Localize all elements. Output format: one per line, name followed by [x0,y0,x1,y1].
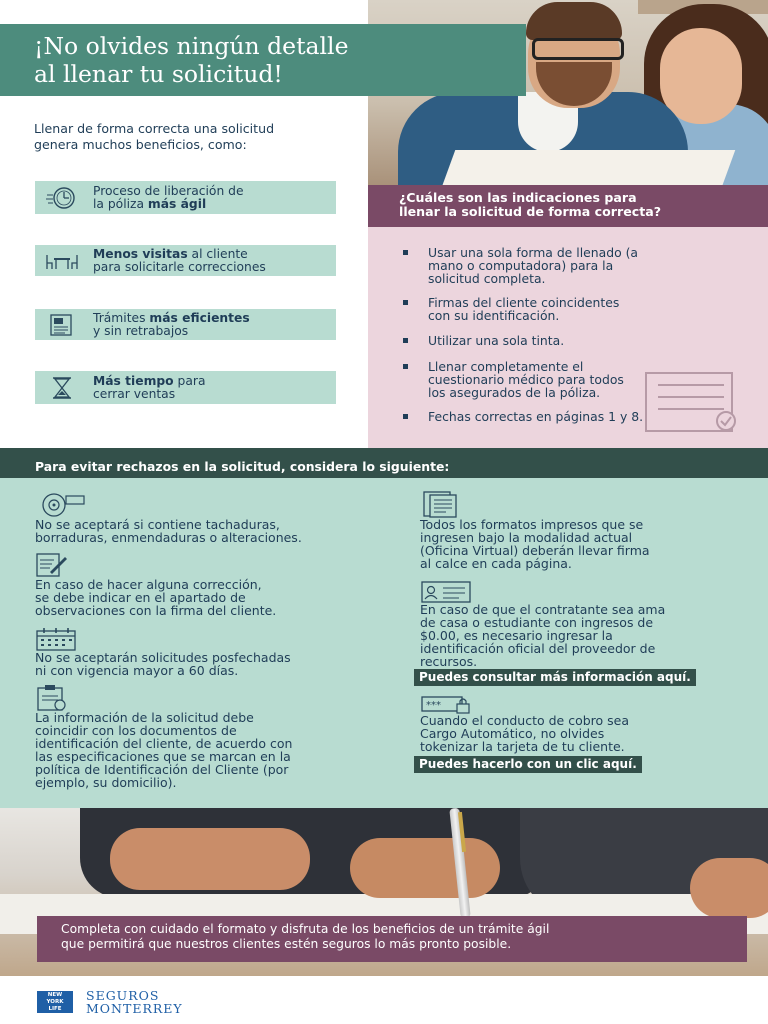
benefit-text [93,375,205,401]
intro-line-2: genera muchos beneficios, como: [34,137,247,152]
item-line: Todos los formatos impresos que se [420,517,644,532]
item-line: se debe indicar en el apartado de [35,589,246,605]
item-line: borraduras, enmendaduras o alteraciones. [35,529,302,545]
rule-line: Fechas correctas en páginas 1 y 8. [428,409,644,424]
rule-item [396,334,726,347]
pencil-note-icon [36,552,68,578]
stopwatch-icon [45,186,79,210]
item-line: de casa o estudiante con ingresos de [420,614,654,630]
id-card-icon [421,579,471,603]
rejection-item [35,519,302,545]
item-line: En caso de que el contratante sea ama [420,602,666,617]
benefit-text [93,312,250,338]
svg-text:***: *** [426,700,441,711]
eraser-icon [36,492,86,518]
benefit-text [93,248,266,274]
item-line: ingresen bajo la modalidad actual [420,529,633,545]
benefit-text-part: para [173,373,206,388]
intro-line-1: Llenar de forma correcta una solicitud [34,121,275,136]
rule-item [396,246,726,285]
rejections-panel [0,478,768,808]
hand-left [110,828,310,890]
item-line: al calce en cada página. [420,555,572,571]
item-line: observaciones con la firma del cliente. [35,602,277,618]
brand-line-1: SEGUROS [86,988,160,1003]
tokenize-link[interactable]: Puedes hacerlo con un clic aquí. [414,756,642,773]
rule-line: los asegurados de la póliza. [428,385,601,400]
rule-line: con su identificación. [428,308,560,323]
rule-item [396,360,726,399]
item-line: No se aceptará si contiene tachaduras, [35,517,280,532]
rule-line: Utilizar una sola tinta. [428,333,565,348]
document-icon [45,313,79,337]
benefit-item [35,181,336,214]
forms-icon [421,490,461,518]
title-line-2: al llenar tu solicitud! [34,60,283,88]
item-line: Cargo Automático, no olvides [420,725,605,741]
rule-line: Usar una sola forma de llenado (a [428,245,639,260]
more-info-link[interactable]: Puedes consultar más información aquí. [414,669,696,686]
paper [441,150,736,185]
clipboard-icon [36,685,68,711]
man-hair [526,2,622,40]
logo-text: YORK [46,999,64,1005]
benefit-bold: más eficientes [149,310,250,325]
benefit-text-part: y sin retrabajos [93,323,189,338]
benefit-bold: más ágil [147,196,207,211]
benefit-text-part: la póliza [93,196,148,211]
rejection-item [420,519,650,571]
rejection-item [420,715,629,754]
item-line: las especificaciones que se marcan en la [35,748,291,764]
logo-text: LIFE [48,1006,62,1012]
item-line: identificación del cliente, de acuerdo con [35,735,293,751]
rule-line: solicitud completa. [428,271,546,286]
rejection-item [420,604,665,669]
calendar-icon [36,627,76,651]
rule-item [396,410,726,423]
item-line: ni con vigencia mayor a 60 días. [35,662,239,678]
benefit-item [35,309,336,340]
rule-line: mano o computadora) para la [428,258,614,273]
indications-question [368,185,768,227]
item-line: recursos. [420,653,478,669]
benefit-text-part: Proceso de liberación de [93,183,244,198]
indications-panel [368,227,768,448]
closing-message [37,916,747,962]
benefit-text-part: Trámites [93,310,150,325]
item-line: En caso de hacer alguna corrección, [35,577,262,592]
new-york-life-logo [37,991,73,1013]
item-line: ejemplo, su domicilio). [35,774,177,790]
item-line: identificación oficial del proveedor de [420,640,656,656]
woman-head [660,28,742,124]
benefit-bold: Más tiempo [93,373,174,388]
benefit-text-part: cerrar ventas [93,386,176,401]
question-line-1: ¿Cuáles son las indicaciones para [399,190,637,205]
footer [0,976,768,1024]
benefit-item [35,245,336,276]
rejection-item [35,652,291,678]
item-line: No se aceptarán solicitudes posfechadas [35,650,291,665]
item-line: La información de la solicitud debe [35,710,254,725]
glasses [532,38,624,60]
rejection-item [35,579,276,618]
benefit-text [93,185,244,211]
hand-right [690,858,768,918]
intro-text [34,121,354,153]
hourglass-icon [45,376,79,400]
item-line: (Oficina Virtual) deberán llevar firma [420,542,650,558]
benefit-text-part: para solicitarle correcciones [93,259,266,274]
question-line-2: llenar la solicitud de forma correcta? [399,204,662,219]
card-lock-icon [421,695,473,715]
rejections-heading [0,448,768,478]
rule-line: Firmas del cliente coincidentes [428,295,620,310]
benefit-bold: Menos visitas [93,246,188,261]
brand-line-2: MONTERREY [86,1000,183,1016]
rule-line: Llenar completamente el [428,359,584,374]
rule-item [396,296,726,322]
seguros-monterrey-logo [86,990,183,1015]
item-line: tokenizar la tarjeta de tu cliente. [420,738,625,754]
title-banner [0,24,526,96]
item-line: Cuando el conducto de cobro sea [420,713,630,728]
rejection-item [35,712,292,789]
benefit-item [35,371,336,404]
rule-line: cuestionario médico para todos [428,372,624,387]
item-line: coincidir con los documentos de [35,722,237,738]
closing-line-1: Completa con cuidado el formato y disfruta de los beneficios de un trámite ágil [61,922,550,936]
item-line: política de Identificación del Cliente (por [35,761,289,777]
rejections-heading-text: Para evitar rechazos en la solicitud, considera lo siguiente: [35,459,450,474]
title-line-1: ¡No olvides ningún detalle [34,32,349,60]
hand-writing [350,838,500,898]
benefit-text-part: al cliente [187,246,248,261]
logo-text: NEW [47,992,63,998]
closing-line-2: que permitirá que nuestros clientes estén seguros lo más pronto posible. [61,937,512,951]
meeting-table-icon [45,249,79,273]
item-line: $0.00, es necesario ingresar la [420,627,613,643]
